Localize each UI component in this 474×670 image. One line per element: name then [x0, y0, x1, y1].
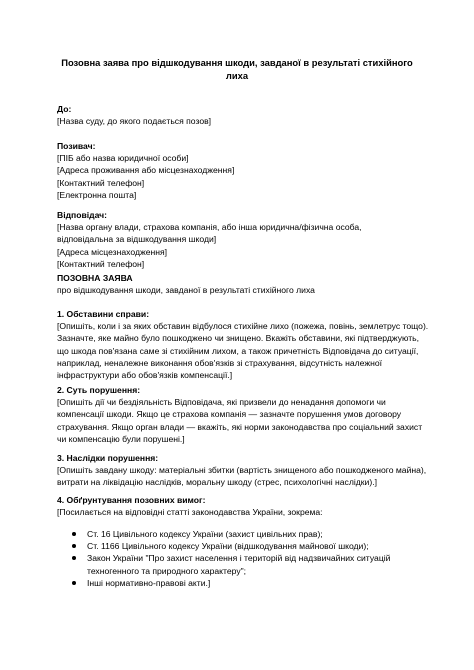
- section-text: [Опишіть завдану шкоду: матеріальні збитки (вартість знищеного або пошкодженого майна), витрати на ліквідацію наслідків, моральну шкоду (стрес, психологічні наслідки).]: [57, 465, 427, 488]
- to-block: [57, 103, 429, 127]
- defendant-name-line-2: відповідальна за відшкодування шкоди]: [57, 234, 217, 245]
- laws-list: [57, 528, 429, 589]
- section-heading: 4. Обґрунтування позовних вимог:: [57, 495, 206, 505]
- claim-heading: ПОЗОВНА ЗАЯВА: [57, 273, 133, 283]
- section-violation: [57, 384, 429, 445]
- defendant-block: [57, 209, 429, 270]
- list-item: Закон України "Про захист населення і територій від надзвичайних ситуацій техногенного та природного характеру";: [57, 552, 429, 576]
- list-item: Інші нормативно-правові акти.]: [57, 577, 429, 589]
- plaintiff-name: [ПІБ або назва юридичної особи]: [57, 153, 189, 164]
- plaintiff-block: [57, 140, 429, 201]
- section-heading: 3. Наслідки порушення:: [57, 453, 159, 463]
- section-justification: [57, 494, 429, 518]
- document-title: Позовна заява про відшкодування шкоди, завданої в результаті стихійного лиха: [61, 57, 413, 81]
- to-value: [Назва суду, до якого подається позов]: [57, 116, 212, 127]
- plaintiff-address: [Адреса проживання або місцезнаходження]: [57, 165, 235, 176]
- section-circumstances: [57, 308, 429, 381]
- section-text: [Опишіть дії чи бездіяльність Відповідача, які призвели до ненадання допомоги чи компенсації шкоди. Якщо це страхова компанія — зазначте порушення умов договору страхування. Якщо орган влади — вкажіть, які норми законодавства про соціальний захист чи компенсацію були порушені.]: [57, 397, 423, 444]
- section-text: [Посилається на відповідні статті законодавства України, зокрема:: [57, 507, 323, 518]
- plaintiff-email: [Електронна пошта]: [57, 189, 137, 200]
- defendant-address: [Адреса місцезнаходження]: [57, 246, 168, 257]
- plaintiff-phone: [Контактний телефон]: [57, 177, 145, 188]
- to-label: До:: [57, 104, 72, 114]
- defendant-phone: [Контактний телефон]: [57, 258, 145, 269]
- list-item: Ст. 1166 Цивільного кодексу України (відшкодування майнової шкоди);: [57, 540, 429, 552]
- section-text: [Опишіть, коли і за яких обставин відбулося стихійне лихо (пожежа, повінь, землетрус тощо). Зазначте, яке майно було пошкоджено чи знищено. Вкажіть обставини, які підтверджують, що шкода пов'язана саме зі стихійним лихом, а також причетність Відповідача до ситуації, наприклад, неналежне виконання обов'язків зі страхування, відсутність належної інфраструктури або обов'язків компенсації.]: [57, 321, 429, 381]
- plaintiff-label: Позивач:: [57, 141, 96, 151]
- defendant-label: Відповідач:: [57, 210, 108, 220]
- section-consequences: [57, 452, 429, 489]
- claim-heading-block: [57, 272, 429, 296]
- section-heading: 1. Обставини справи:: [57, 309, 150, 319]
- claim-subheading: про відшкодування шкоди, завданої в результаті стихійного лиха: [57, 285, 315, 296]
- defendant-name-line-1: [Назва органу влади, страхова компанія, або інша юридична/фізична особа,: [57, 222, 362, 233]
- section-heading: 2. Суть порушення:: [57, 385, 141, 395]
- laws-list-block: [57, 528, 429, 589]
- list-item: Ст. 16 Цивільного кодексу України (захист цивільних прав);: [57, 528, 429, 540]
